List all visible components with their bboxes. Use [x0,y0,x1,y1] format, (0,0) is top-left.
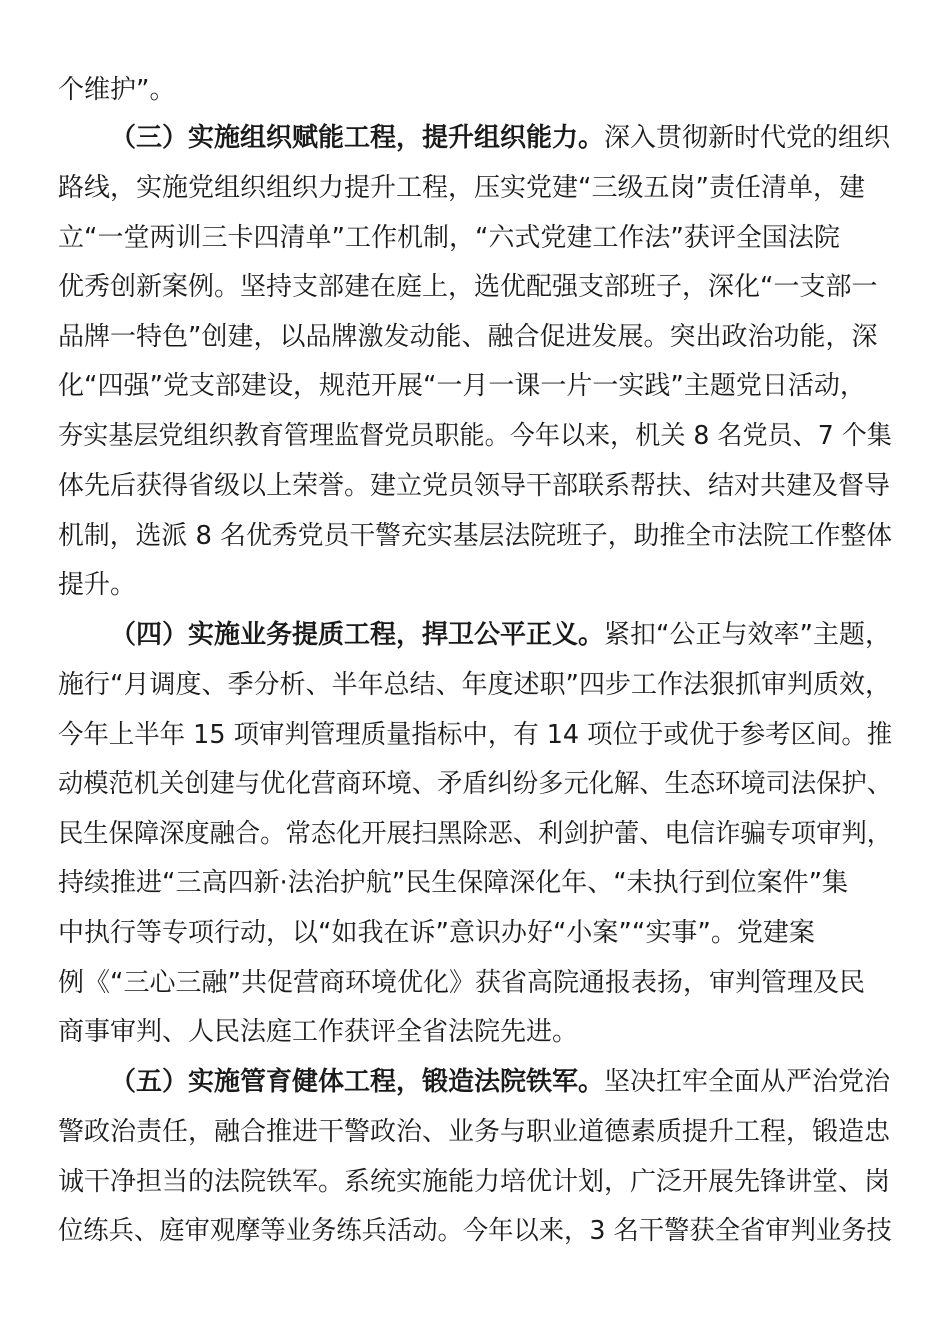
text-line: 今年上半年 15 项审判管理质量指标中，有 14 项位于或优于参考区间。推 [58,720,893,750]
section-heading: （四）实施业务提质工程，捍卫公平正义。 [110,620,605,650]
text-line: 体先后获得省级以上荣誉。建立党员领导干部联系帮扶、结对共建及督导 [58,471,891,501]
text-line [110,118,890,158]
text-line: 机制，选派 8 名优秀党员干警充实基层法院班子，助推全市法院工作整体 [58,521,893,551]
text-line: 民生保障深度融合。常态化开展扫黑除恶、利剑护蕾、电信诈骗专项审判， [58,819,893,849]
text-run: 深入贯彻新时代党的组织 [604,123,891,153]
text-run: 紧扣“公正与效率”主题， [604,620,891,650]
text-run: 坚决扛牢全面从严治党治 [604,1067,891,1097]
text-line: 例《“三心三融”共促营商环境优化》获省高院通报表扬，审判管理及民 [58,968,865,998]
text-line: 警政治责任，融合推进干警政治、业务与职业道德素质提升工程，锻造忠 [58,1117,891,1147]
text-line: 品牌一特色”创建，以品牌激发动能、融合促进发展。突出政治功能，深 [58,322,878,352]
section-heading: （五）实施管育健体工程，锻造法院铁军。 [110,1067,605,1097]
text-line: 路线，实施党组织组织力提升工程，压实党建“三级五岗”责任清单，建 [58,173,865,203]
text-line: 位练兵、庭审观摩等业务练兵活动。今年以来，3 名干警获全省审判业务技 [58,1216,892,1246]
text-line: 中执行等专项行动，以“如我在诉”意识办好“小案”“实事”。党建案 [58,918,815,948]
text-line [110,615,891,655]
text-line: 化“四强”党支部建设，规范开展“一月一课一片一实践”主题党日活动， [58,371,866,401]
text-line: 提升。 [58,570,137,600]
text-line: 个维护”。 [58,75,176,105]
text-line: 持续推进“三高四新·法治护航”民生保障深化年、“未执行到位案件”集 [58,868,849,898]
text-line: 夯实基层党组织教育管理监督党员职能。今年以来，机关 8 名党员、7 个集 [58,421,892,451]
text-line: 商事审判、人民法庭工作获评全省法院先进。 [58,1017,579,1047]
text-line: 动模范机关创建与优化营商环境、矛盾纠纷多元化解、生态环境司法保护、 [58,769,893,799]
text-line: 立“一堂两训三卡四清单”工作机制，“六式党建工作法”获评全国法院 [58,223,840,253]
text-line: 施行“月调度、季分析、半年总结、年度述职”四步工作法狠抓审判质效， [58,670,891,700]
text-line [110,1062,890,1102]
section-heading: （三）实施组织赋能工程，提升组织能力。 [110,123,605,153]
text-line: 优秀创新案例。坚持支部建在庭上，选优配强支部班子，深化“一支部一 [58,272,878,302]
text-line: 诚干净担当的法院铁军。系统实施能力培优计划，广泛开展先锋讲堂、岗 [58,1167,891,1197]
